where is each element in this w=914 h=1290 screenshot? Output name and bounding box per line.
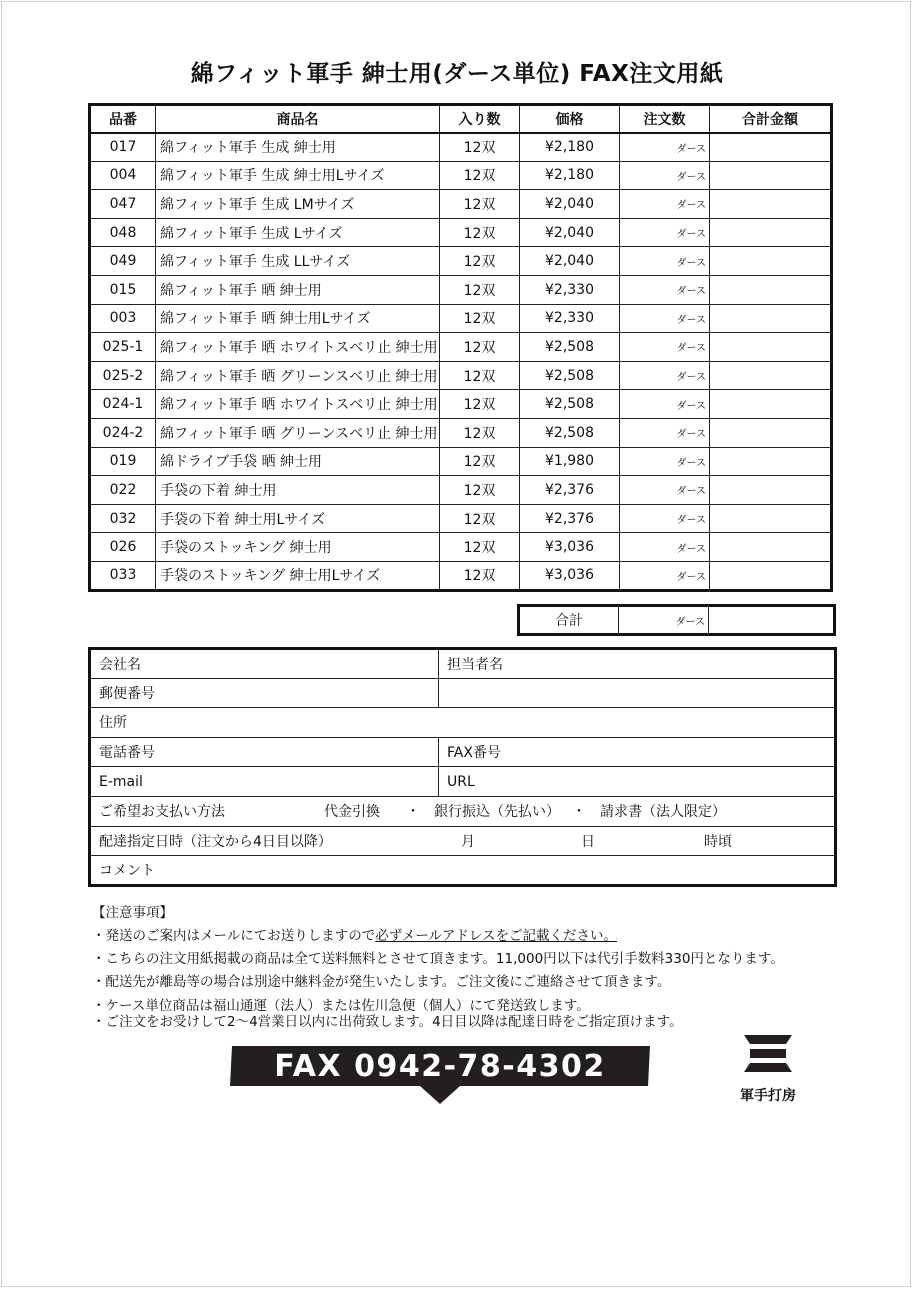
table-row <box>90 218 832 247</box>
pack-quantity: 12双 <box>440 304 520 333</box>
product-code: 003 <box>90 304 156 333</box>
payment-method-row <box>90 796 836 826</box>
table-row <box>90 247 832 276</box>
stacked-bars-logo-icon <box>742 1033 794 1083</box>
order-header-row <box>90 105 832 133</box>
total-amount-field[interactable] <box>710 361 832 390</box>
product-name: 綿フィット軍手 晒 紳士用 <box>156 275 440 304</box>
price: ¥2,376 <box>520 504 620 533</box>
email-label: E-mail <box>99 773 143 790</box>
header-name: 商品名 <box>156 105 440 133</box>
price: ¥2,180 <box>520 161 620 190</box>
fax-field[interactable] <box>439 737 836 767</box>
product-code: 025-2 <box>90 361 156 390</box>
note-text: ・発送のご案内はメールにてお送りしますので <box>92 928 376 944</box>
table-row <box>90 504 832 533</box>
payment-option-bank[interactable]: 銀行振込（先払い） <box>434 804 560 821</box>
payment-label: ご希望お支払い方法 <box>99 804 225 821</box>
postal-label: 郵便番号 <box>99 685 155 702</box>
delivery-month-label: 月 <box>461 833 475 850</box>
pack-quantity: 12双 <box>440 504 520 533</box>
product-name: 綿フィット軍手 晒 グリーンスベリ止 紳士用 <box>156 418 440 447</box>
total-amount-field[interactable] <box>710 333 832 362</box>
price: ¥2,330 <box>520 304 620 333</box>
order-count-field[interactable]: ダース <box>620 561 710 590</box>
product-name: 綿フィット軍手 晒 紳士用Lサイズ <box>156 304 440 333</box>
order-count-field[interactable]: ダース <box>620 333 710 362</box>
notes-heading: 【注意事項】 <box>92 905 173 921</box>
total-amount-field[interactable] <box>710 476 832 505</box>
pack-quantity: 12双 <box>440 390 520 419</box>
table-row <box>90 561 832 590</box>
table-row <box>90 390 832 419</box>
total-amount-field[interactable] <box>710 447 832 476</box>
header-order-count: 注文数 <box>620 105 710 133</box>
product-code: 022 <box>90 476 156 505</box>
price: ¥2,508 <box>520 361 620 390</box>
page-title: 綿フィット軍手 紳士用(ダース単位) FAX注文用紙 <box>190 61 724 87</box>
product-code: 025-1 <box>90 333 156 362</box>
note-line <box>92 925 784 948</box>
header-total: 合計金額 <box>710 105 832 133</box>
fax-number: FAX 0942-78-4302 <box>274 1049 606 1084</box>
payment-option-invoice[interactable]: 請求書（法人限定） <box>600 804 726 821</box>
product-code: 015 <box>90 275 156 304</box>
delivery-day-label: 日 <box>581 833 595 850</box>
sum-total-field[interactable] <box>709 606 835 635</box>
total-amount-field[interactable] <box>710 304 832 333</box>
sum-count-field[interactable]: ダース <box>619 606 709 635</box>
order-count-field[interactable]: ダース <box>620 361 710 390</box>
product-code: 019 <box>90 447 156 476</box>
pack-quantity: 12双 <box>440 190 520 219</box>
total-amount-field[interactable] <box>710 533 832 562</box>
total-amount-field[interactable] <box>710 504 832 533</box>
order-count-field[interactable]: ダース <box>620 218 710 247</box>
note-line: ・こちらの注文用紙掲載の商品は全て送料無料とさせて頂きます。11,000円以下は代引手数料330円となります。 <box>92 951 784 967</box>
total-amount-field[interactable] <box>710 390 832 419</box>
pack-quantity: 12双 <box>440 218 520 247</box>
phone-field[interactable] <box>90 737 439 767</box>
order-count-field[interactable]: ダース <box>620 390 710 419</box>
product-code: 024-2 <box>90 418 156 447</box>
product-name: 手袋の下着 紳士用Lサイズ <box>156 504 440 533</box>
pack-quantity: 12双 <box>440 447 520 476</box>
product-code: 049 <box>90 247 156 276</box>
product-code: 017 <box>90 133 156 162</box>
product-name: 綿フィット軍手 生成 紳士用 <box>156 133 440 162</box>
notes-section <box>92 902 784 1030</box>
pack-quantity: 12双 <box>440 476 520 505</box>
product-name: 手袋のストッキング 紳士用Lサイズ <box>156 561 440 590</box>
order-count-field[interactable]: ダース <box>620 476 710 505</box>
note-line: ・ケース単位商品は福山通運（法人）または佐川急便（個人）にて発送致します。 <box>92 998 590 1014</box>
total-amount-field[interactable] <box>710 161 832 190</box>
total-amount-field[interactable] <box>710 275 832 304</box>
order-count-field[interactable]: ダース <box>620 190 710 219</box>
fax-label: FAX番号 <box>447 745 501 762</box>
pack-quantity: 12双 <box>440 247 520 276</box>
product-name: 手袋のストッキング 紳士用 <box>156 533 440 562</box>
product-name: 綿ドライブ手袋 晒 紳士用 <box>156 447 440 476</box>
product-code: 033 <box>90 561 156 590</box>
order-count-field[interactable]: ダース <box>620 133 710 162</box>
payment-option-cod[interactable]: 代金引換 <box>324 804 380 821</box>
order-count-field[interactable]: ダース <box>620 504 710 533</box>
customer-info-form <box>88 647 837 887</box>
table-row <box>90 190 832 219</box>
order-count-field[interactable]: ダース <box>620 304 710 333</box>
pack-quantity: 12双 <box>440 161 520 190</box>
product-code: 024-1 <box>90 390 156 419</box>
total-amount-field[interactable] <box>710 247 832 276</box>
product-code: 048 <box>90 218 156 247</box>
delivery-date-row[interactable] <box>90 826 836 856</box>
pack-quantity: 12双 <box>440 533 520 562</box>
pack-quantity: 12双 <box>440 133 520 162</box>
total-amount-field[interactable] <box>710 218 832 247</box>
pack-quantity: 12双 <box>440 333 520 362</box>
postal-extra-field[interactable] <box>439 678 836 708</box>
pack-quantity: 12双 <box>440 561 520 590</box>
header-price: 価格 <box>520 105 620 133</box>
note-line: ・配送先が離島等の場合は別途中継料金が発生いたします。ご注文後にご連絡させて頂きます。 <box>92 974 671 990</box>
company-field[interactable] <box>90 649 439 679</box>
product-code: 004 <box>90 161 156 190</box>
product-name: 綿フィット軍手 生成 紳士用Lサイズ <box>156 161 440 190</box>
order-count-field[interactable]: ダース <box>620 447 710 476</box>
product-name: 手袋の下着 紳士用 <box>156 476 440 505</box>
brand-logo-text: 軍手打房 <box>740 1088 796 1104</box>
delivery-time-label: 時頃 <box>704 833 732 850</box>
table-row <box>90 476 832 505</box>
sum-label: 合計 <box>519 606 619 635</box>
total-amount-field[interactable] <box>710 418 832 447</box>
order-count-field[interactable]: ダース <box>620 275 710 304</box>
product-code: 032 <box>90 504 156 533</box>
table-row <box>90 418 832 447</box>
order-table <box>88 103 833 592</box>
contact-label: 担当者名 <box>447 656 503 673</box>
payment-separator: ・ <box>406 804 420 821</box>
total-amount-field[interactable] <box>710 133 832 162</box>
table-row <box>90 133 832 162</box>
delivery-label: 配達指定日時（注文から4日目以降） <box>99 833 332 850</box>
price: ¥3,036 <box>520 561 620 590</box>
comment-field[interactable] <box>90 856 836 886</box>
price: ¥2,376 <box>520 476 620 505</box>
comment-label: コメント <box>99 862 155 879</box>
price: ¥2,040 <box>520 218 620 247</box>
phone-label: 電話番号 <box>99 745 155 762</box>
product-name: 綿フィット軍手 生成 Lサイズ <box>156 218 440 247</box>
note-line: ・ご注文をお受けして2～4営業日以内に出荷致します。4日目以降は配達日時をご指定頂けます。 <box>92 1014 683 1030</box>
header-qty: 入り数 <box>440 105 520 133</box>
email-field[interactable] <box>90 767 439 797</box>
price: ¥2,180 <box>520 133 620 162</box>
price: ¥3,036 <box>520 533 620 562</box>
price: ¥2,508 <box>520 418 620 447</box>
product-name: 綿フィット軍手 晒 ホワイトスベリ止 紳士用 <box>156 333 440 362</box>
table-row <box>90 161 832 190</box>
table-row <box>90 333 832 362</box>
address-field[interactable] <box>90 708 836 738</box>
url-label: URL <box>447 773 475 790</box>
header-code: 品番 <box>90 105 156 133</box>
order-count-field[interactable]: ダース <box>620 418 710 447</box>
order-count-field[interactable]: ダース <box>620 533 710 562</box>
table-row <box>90 275 832 304</box>
payment-separator: ・ <box>572 804 586 821</box>
price: ¥2,508 <box>520 333 620 362</box>
note-emphasis: 必ずメールアドレスをご記載ください。 <box>375 928 618 944</box>
order-count-field[interactable]: ダース <box>620 247 710 276</box>
total-amount-field[interactable] <box>710 561 832 590</box>
address-label: 住所 <box>99 715 127 732</box>
price: ¥2,508 <box>520 390 620 419</box>
url-field[interactable] <box>439 767 836 797</box>
price: ¥1,980 <box>520 447 620 476</box>
order-count-field[interactable]: ダース <box>620 161 710 190</box>
table-row <box>90 533 832 562</box>
postal-field[interactable] <box>90 678 439 708</box>
product-name: 綿フィット軍手 晒 グリーンスベリ止 紳士用 <box>156 361 440 390</box>
product-code: 026 <box>90 533 156 562</box>
contact-field[interactable] <box>439 649 836 679</box>
pack-quantity: 12双 <box>440 361 520 390</box>
product-name: 綿フィット軍手 生成 LMサイズ <box>156 190 440 219</box>
price: ¥2,040 <box>520 190 620 219</box>
table-row <box>90 447 832 476</box>
table-row <box>90 304 832 333</box>
company-label: 会社名 <box>99 656 141 673</box>
pack-quantity: 12双 <box>440 275 520 304</box>
total-amount-field[interactable] <box>710 190 832 219</box>
product-name: 綿フィット軍手 晒 ホワイトスベリ止 紳士用 <box>156 390 440 419</box>
sum-table <box>517 604 836 636</box>
sum-row <box>519 606 835 635</box>
table-row <box>90 361 832 390</box>
product-name: 綿フィット軍手 生成 LLサイズ <box>156 247 440 276</box>
price: ¥2,040 <box>520 247 620 276</box>
product-code: 047 <box>90 190 156 219</box>
pack-quantity: 12双 <box>440 418 520 447</box>
price: ¥2,330 <box>520 275 620 304</box>
